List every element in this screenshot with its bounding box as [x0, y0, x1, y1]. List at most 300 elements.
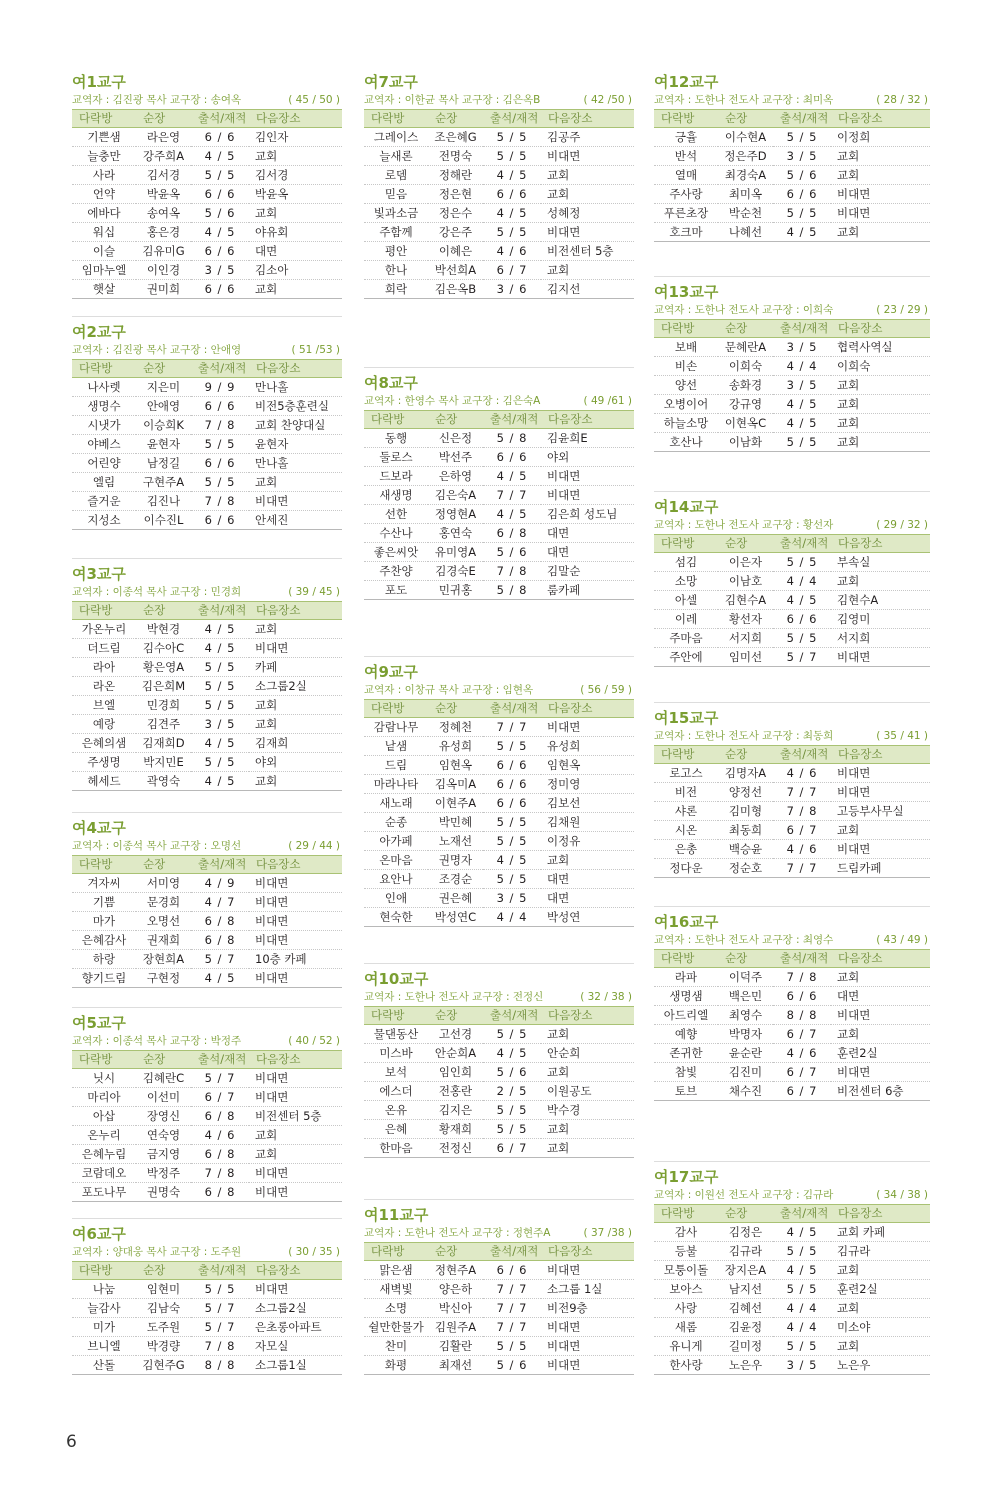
header-leader: 순장	[718, 1205, 773, 1223]
cell-leader: 윤순란	[718, 1044, 773, 1063]
cell-leader: 임현옥	[428, 756, 483, 775]
cell-group: 정다운	[654, 859, 718, 878]
header-leader: 순장	[136, 1051, 191, 1069]
section-divider	[364, 963, 634, 964]
cell-next-place: 노은우	[831, 1356, 930, 1375]
cell-leader: 이덕주	[718, 968, 773, 987]
cell-next-place: 비대면	[249, 931, 342, 950]
cell-attendance: 5 / 5	[483, 832, 541, 851]
cell-next-place: 교회	[831, 1025, 930, 1044]
cell-next-place: 비전5층훈련실	[249, 397, 342, 416]
table-row	[654, 610, 930, 629]
district-table	[72, 601, 342, 791]
district-staff: 교역자 : 이종석 목사 교구장 : 오명선	[72, 840, 242, 852]
cell-attendance: 7 / 7	[773, 859, 831, 878]
table-row	[364, 889, 634, 908]
section-divider	[364, 656, 634, 657]
cell-group: 반석	[654, 147, 718, 166]
header-group: 다락방	[364, 1243, 428, 1261]
table-row	[72, 1145, 342, 1164]
cell-next-place: 김소아	[249, 261, 342, 280]
district-section	[72, 322, 342, 530]
table-row	[364, 128, 634, 147]
cell-group: 로고스	[654, 764, 718, 783]
cell-next-place: 대면	[249, 242, 342, 261]
cell-group: 드림	[364, 756, 428, 775]
cell-next-place: 자모실	[249, 1337, 342, 1356]
section-divider	[72, 1007, 342, 1008]
cell-next-place: 훈련2실	[831, 1280, 930, 1299]
cell-attendance: 5 / 5	[483, 128, 541, 147]
table-row	[72, 166, 342, 185]
district-section	[72, 564, 342, 791]
district-table	[72, 855, 342, 988]
table-header-row	[654, 535, 930, 553]
cell-next-place: 비전9층	[541, 1299, 634, 1318]
district-section	[654, 912, 930, 1101]
cell-next-place: 야외	[541, 448, 634, 467]
cell-group: 보아스	[654, 1280, 718, 1299]
district-table	[654, 745, 930, 878]
cell-attendance: 7 / 7	[483, 486, 541, 505]
cell-group: 언약	[72, 185, 136, 204]
header-leader: 순장	[718, 950, 773, 968]
cell-attendance: 5 / 6	[483, 1063, 541, 1082]
cell-group: 참빛	[654, 1063, 718, 1082]
district-title: 여5교구	[72, 1014, 126, 1032]
cell-leader: 김현주G	[136, 1356, 191, 1375]
cell-next-place: 비대면	[249, 1164, 342, 1183]
cell-group: 호크마	[654, 223, 718, 242]
cell-next-place: 비대면	[249, 639, 342, 658]
cell-group: 호산나	[654, 433, 718, 452]
cell-leader: 박성연C	[428, 908, 483, 927]
cell-leader: 지은미	[136, 378, 191, 397]
cell-attendance: 6 / 6	[773, 987, 831, 1006]
cell-next-place: 김인자	[249, 128, 342, 147]
cell-next-place: 대면	[541, 543, 634, 562]
district-info-line	[72, 1033, 342, 1050]
header-attendance: 출석/재적	[191, 360, 249, 378]
district-attendance-ratio: ( 56 / 59 )	[580, 684, 632, 696]
header-next-place: 다음장소	[249, 110, 342, 128]
cell-group: 늘감사	[72, 1299, 136, 1318]
header-group: 다락방	[654, 535, 718, 553]
cell-attendance: 5 / 5	[191, 753, 249, 772]
table-row	[654, 1044, 930, 1063]
district-attendance-ratio: ( 49 /61 )	[583, 395, 632, 407]
cell-leader: 양정선	[718, 783, 773, 802]
cell-next-place: 비전센터 6층	[831, 1082, 930, 1101]
cell-group: 에바다	[72, 204, 136, 223]
cell-next-place: 김윤희E	[541, 429, 634, 448]
header-leader: 순장	[718, 320, 773, 338]
table-row	[72, 223, 342, 242]
cell-leader: 안순희A	[428, 1044, 483, 1063]
cell-attendance: 6 / 7	[773, 1063, 831, 1082]
cell-next-place: 비대면	[541, 1318, 634, 1337]
cell-leader: 최경숙A	[718, 166, 773, 185]
district-section	[654, 72, 930, 242]
table-header-row	[364, 1243, 634, 1261]
table-row	[364, 718, 634, 737]
district-table	[364, 410, 634, 600]
header-next-place: 다음장소	[541, 1007, 634, 1025]
cell-next-place: 비대면	[249, 874, 342, 893]
cell-attendance: 5 / 7	[191, 950, 249, 969]
cell-attendance: 4 / 5	[773, 591, 831, 610]
cell-leader: 권명숙	[136, 1183, 191, 1202]
cell-attendance: 6 / 7	[773, 1025, 831, 1044]
cell-group: 더드림	[72, 639, 136, 658]
header-attendance: 출석/재적	[483, 110, 541, 128]
header-leader: 순장	[428, 1007, 483, 1025]
table-row	[72, 874, 342, 893]
cell-group: 어린양	[72, 454, 136, 473]
cell-group: 햇살	[72, 280, 136, 299]
header-group: 다락방	[654, 1205, 718, 1223]
cell-leader: 노은우	[718, 1356, 773, 1375]
cell-leader: 김남숙	[136, 1299, 191, 1318]
cell-leader: 송화경	[718, 376, 773, 395]
cell-leader: 유미영A	[428, 543, 483, 562]
table-row	[364, 1356, 634, 1375]
cell-next-place: 서지희	[831, 629, 930, 648]
table-row	[364, 562, 634, 581]
section-divider	[654, 491, 930, 492]
district-attendance-ratio: ( 29 / 32 )	[876, 519, 928, 531]
cell-attendance: 7 / 7	[483, 1318, 541, 1337]
table-row	[72, 893, 342, 912]
table-row	[654, 1006, 930, 1025]
district-attendance-ratio: ( 43 / 49 )	[876, 934, 928, 946]
cell-attendance: 6 / 6	[191, 185, 249, 204]
table-row	[72, 280, 342, 299]
table-header-row	[654, 320, 930, 338]
cell-next-place: 교회	[249, 473, 342, 492]
cell-leader: 김진나	[136, 492, 191, 511]
cell-leader: 도주원	[136, 1318, 191, 1337]
district-info-line	[364, 393, 634, 410]
table-row	[72, 950, 342, 969]
header-attendance: 출석/재적	[191, 1051, 249, 1069]
table-row	[364, 1139, 634, 1158]
cell-next-place: 교회	[831, 414, 930, 433]
district-table	[654, 949, 930, 1101]
district-table	[364, 699, 634, 927]
cell-leader: 이은자	[718, 553, 773, 572]
cell-next-place: 이희숙	[831, 357, 930, 376]
cell-attendance: 5 / 8	[483, 581, 541, 600]
cell-leader: 김미형	[718, 802, 773, 821]
table-row	[364, 280, 634, 299]
header-attendance: 출석/재적	[483, 700, 541, 718]
cell-next-place: 비대면	[831, 648, 930, 667]
cell-leader: 은하영	[428, 467, 483, 486]
table-row	[72, 1107, 342, 1126]
table-row	[72, 639, 342, 658]
table-row	[654, 128, 930, 147]
cell-leader: 전정신	[428, 1139, 483, 1158]
section-divider	[654, 906, 930, 907]
cell-attendance: 5 / 7	[191, 1069, 249, 1088]
cell-attendance: 5 / 6	[773, 166, 831, 185]
cell-leader: 최동희	[718, 821, 773, 840]
table-row	[72, 696, 342, 715]
header-group: 다락방	[654, 746, 718, 764]
cell-group: 수산나	[364, 524, 428, 543]
cell-next-place: 교회	[249, 147, 342, 166]
cell-group: 사라	[72, 166, 136, 185]
table-row	[654, 821, 930, 840]
cell-next-place: 박성연	[541, 908, 634, 927]
header-attendance: 출석/재적	[773, 1205, 831, 1223]
cell-group: 하늘소망	[654, 414, 718, 433]
cell-attendance: 5 / 7	[773, 648, 831, 667]
cell-leader: 전명숙	[428, 147, 483, 166]
table-row	[364, 908, 634, 927]
district-attendance-ratio: ( 37 /38 )	[583, 1227, 632, 1239]
district-table	[364, 1006, 634, 1158]
cell-next-place: 비대면	[249, 1280, 342, 1299]
district-section	[654, 282, 930, 452]
table-row	[654, 395, 930, 414]
cell-next-place: 룸카페	[541, 581, 634, 600]
cell-leader: 김활란	[428, 1337, 483, 1356]
table-row	[364, 147, 634, 166]
district-attendance-ratio: ( 34 / 38 )	[876, 1189, 928, 1201]
table-row	[72, 1183, 342, 1202]
cell-attendance: 5 / 5	[483, 737, 541, 756]
header-next-place: 다음장소	[541, 411, 634, 429]
cell-next-place: 김지선	[541, 280, 634, 299]
cell-next-place: 비대면	[541, 718, 634, 737]
cell-group: 소망	[654, 572, 718, 591]
table-row	[364, 242, 634, 261]
cell-attendance: 4 / 5	[483, 204, 541, 223]
cell-attendance: 5 / 5	[483, 870, 541, 889]
cell-attendance: 7 / 8	[483, 562, 541, 581]
table-row	[654, 1063, 930, 1082]
district-section	[364, 1205, 634, 1375]
cell-group: 이레	[654, 610, 718, 629]
table-row	[72, 1299, 342, 1318]
district-info-line	[654, 932, 930, 949]
table-row	[72, 435, 342, 454]
cell-attendance: 7 / 7	[483, 1299, 541, 1318]
table-row	[364, 794, 634, 813]
cell-leader: 이인경	[136, 261, 191, 280]
cell-attendance: 3 / 5	[483, 889, 541, 908]
cell-leader: 박순천	[718, 204, 773, 223]
cell-attendance: 6 / 6	[191, 511, 249, 530]
cell-next-place: 교회	[831, 1337, 930, 1356]
cell-next-place: 교회	[249, 620, 342, 639]
cell-next-place: 성혜정	[541, 204, 634, 223]
header-next-place: 다음장소	[249, 602, 342, 620]
cell-leader: 홍은경	[136, 223, 191, 242]
cell-leader: 신은정	[428, 429, 483, 448]
cell-group: 화평	[364, 1356, 428, 1375]
cell-leader: 정혜천	[428, 718, 483, 737]
table-header-row	[364, 1007, 634, 1025]
cell-next-place: 교회	[831, 147, 930, 166]
cell-group: 한마음	[364, 1139, 428, 1158]
cell-next-place: 교회	[831, 968, 930, 987]
district-info-line	[364, 682, 634, 699]
cell-group: 라온	[72, 677, 136, 696]
district-table	[72, 1261, 342, 1375]
district-info-line	[72, 342, 342, 359]
cell-leader: 최재선	[428, 1356, 483, 1375]
cell-next-place: 교회	[831, 223, 930, 242]
cell-next-place: 교회	[831, 1299, 930, 1318]
cell-attendance: 4 / 5	[191, 620, 249, 639]
cell-group: 아셀	[654, 591, 718, 610]
cell-attendance: 5 / 5	[483, 223, 541, 242]
cell-leader: 이수현A	[718, 128, 773, 147]
cell-attendance: 5 / 6	[191, 204, 249, 223]
cell-leader: 김옥미A	[428, 775, 483, 794]
table-row	[72, 378, 342, 397]
cell-attendance: 4 / 6	[191, 1126, 249, 1145]
cell-group: 에스더	[364, 1082, 428, 1101]
cell-next-place: 이원공도	[541, 1082, 634, 1101]
cell-leader: 이현옥C	[718, 414, 773, 433]
cell-attendance: 4 / 5	[191, 639, 249, 658]
table-row	[364, 223, 634, 242]
cell-group: 온유	[364, 1101, 428, 1120]
district-title: 여7교구	[364, 73, 418, 91]
cell-leader: 라은영	[136, 128, 191, 147]
header-leader: 순장	[428, 700, 483, 718]
district-staff: 교역자 : 이종석 목사 교구장 : 박정주	[72, 1035, 242, 1047]
cell-next-place: 비대면	[831, 764, 930, 783]
cell-next-place: 만나홀	[249, 454, 342, 473]
table-row	[364, 851, 634, 870]
cell-group: 로뎀	[364, 166, 428, 185]
cell-attendance: 5 / 5	[773, 204, 831, 223]
table-row	[72, 1337, 342, 1356]
cell-attendance: 6 / 8	[191, 912, 249, 931]
district-staff: 교역자 : 도한나 전도사 교구장 : 황선자	[654, 519, 834, 531]
cell-leader: 권명자	[428, 851, 483, 870]
district-table	[654, 534, 930, 667]
header-group: 다락방	[72, 110, 136, 128]
cell-leader: 안애영	[136, 397, 191, 416]
cell-next-place: 김재희	[249, 734, 342, 753]
cell-next-place: 드림카페	[831, 859, 930, 878]
district-info-line	[654, 728, 930, 745]
header-attendance: 출석/재적	[773, 110, 831, 128]
cell-next-place: 교회	[541, 1120, 634, 1139]
cell-attendance: 4 / 4	[773, 1318, 831, 1337]
cell-leader: 최미옥	[718, 185, 773, 204]
cell-attendance: 4 / 6	[773, 1044, 831, 1063]
cell-leader: 김윤정	[718, 1318, 773, 1337]
table-row	[364, 166, 634, 185]
cell-next-place: 교회	[541, 1025, 634, 1044]
cell-next-place: 김공주	[541, 128, 634, 147]
cell-leader: 조은혜G	[428, 128, 483, 147]
district-title: 여1교구	[72, 73, 126, 91]
cell-next-place: 만나홀	[249, 378, 342, 397]
table-header-row	[72, 360, 342, 378]
cell-next-place: 교회	[541, 261, 634, 280]
header-leader: 순장	[718, 535, 773, 553]
cell-group: 동행	[364, 429, 428, 448]
header-attendance: 출석/재적	[191, 856, 249, 874]
cell-next-place: 비대면	[541, 147, 634, 166]
cell-group: 기쁜샘	[72, 128, 136, 147]
table-row	[654, 376, 930, 395]
cell-next-place: 김채원	[541, 813, 634, 832]
header-group: 다락방	[72, 1262, 136, 1280]
cell-leader: 박선희A	[428, 261, 483, 280]
cell-leader: 김견주	[136, 715, 191, 734]
cell-leader: 박현경	[136, 620, 191, 639]
cell-attendance: 7 / 8	[191, 1337, 249, 1356]
table-row	[364, 1044, 634, 1063]
cell-leader: 박정주	[136, 1164, 191, 1183]
table-row	[364, 1280, 634, 1299]
cell-group: 존귀한	[654, 1044, 718, 1063]
cell-attendance: 6 / 6	[483, 448, 541, 467]
table-row	[72, 715, 342, 734]
district-section	[654, 1167, 930, 1375]
cell-attendance: 6 / 7	[773, 821, 831, 840]
header-attendance: 출석/재적	[773, 746, 831, 764]
cell-leader: 서미영	[136, 874, 191, 893]
cell-leader: 김원주A	[428, 1318, 483, 1337]
cell-next-place: 비전센터 5층	[249, 1107, 342, 1126]
table-row	[72, 1126, 342, 1145]
cell-leader: 구현정	[136, 969, 191, 988]
cell-next-place: 비대면	[831, 840, 930, 859]
district-section	[654, 497, 930, 667]
table-row	[364, 1082, 634, 1101]
cell-group: 좋은씨앗	[364, 543, 428, 562]
cell-group: 예랑	[72, 715, 136, 734]
district-section	[364, 969, 634, 1158]
cell-leader: 정현주A	[428, 1261, 483, 1280]
cell-group: 믿음	[364, 185, 428, 204]
cell-next-place: 교회 카페	[831, 1223, 930, 1242]
cell-attendance: 4 / 6	[773, 764, 831, 783]
table-row	[72, 734, 342, 753]
cell-next-place: 비대면	[249, 1069, 342, 1088]
cell-group: 주함께	[364, 223, 428, 242]
page-number: 6	[66, 1432, 77, 1452]
cell-group: 워십	[72, 223, 136, 242]
cell-next-place: 박윤옥	[249, 185, 342, 204]
header-leader: 순장	[428, 110, 483, 128]
table-header-row	[72, 856, 342, 874]
cell-leader: 채수진	[718, 1082, 773, 1101]
cell-attendance: 6 / 7	[483, 261, 541, 280]
header-attendance: 출석/재적	[191, 602, 249, 620]
header-next-place: 다음장소	[831, 1205, 930, 1223]
header-leader: 순장	[136, 110, 191, 128]
cell-leader: 이수진L	[136, 511, 191, 530]
cell-leader: 김은희M	[136, 677, 191, 696]
cell-group: 코람데오	[72, 1164, 136, 1183]
cell-leader: 강은주	[428, 223, 483, 242]
cell-next-place: 교회	[249, 715, 342, 734]
header-next-place: 다음장소	[249, 1051, 342, 1069]
district-attendance-ratio: ( 42 /50 )	[583, 94, 632, 106]
district-info-line	[72, 92, 342, 109]
